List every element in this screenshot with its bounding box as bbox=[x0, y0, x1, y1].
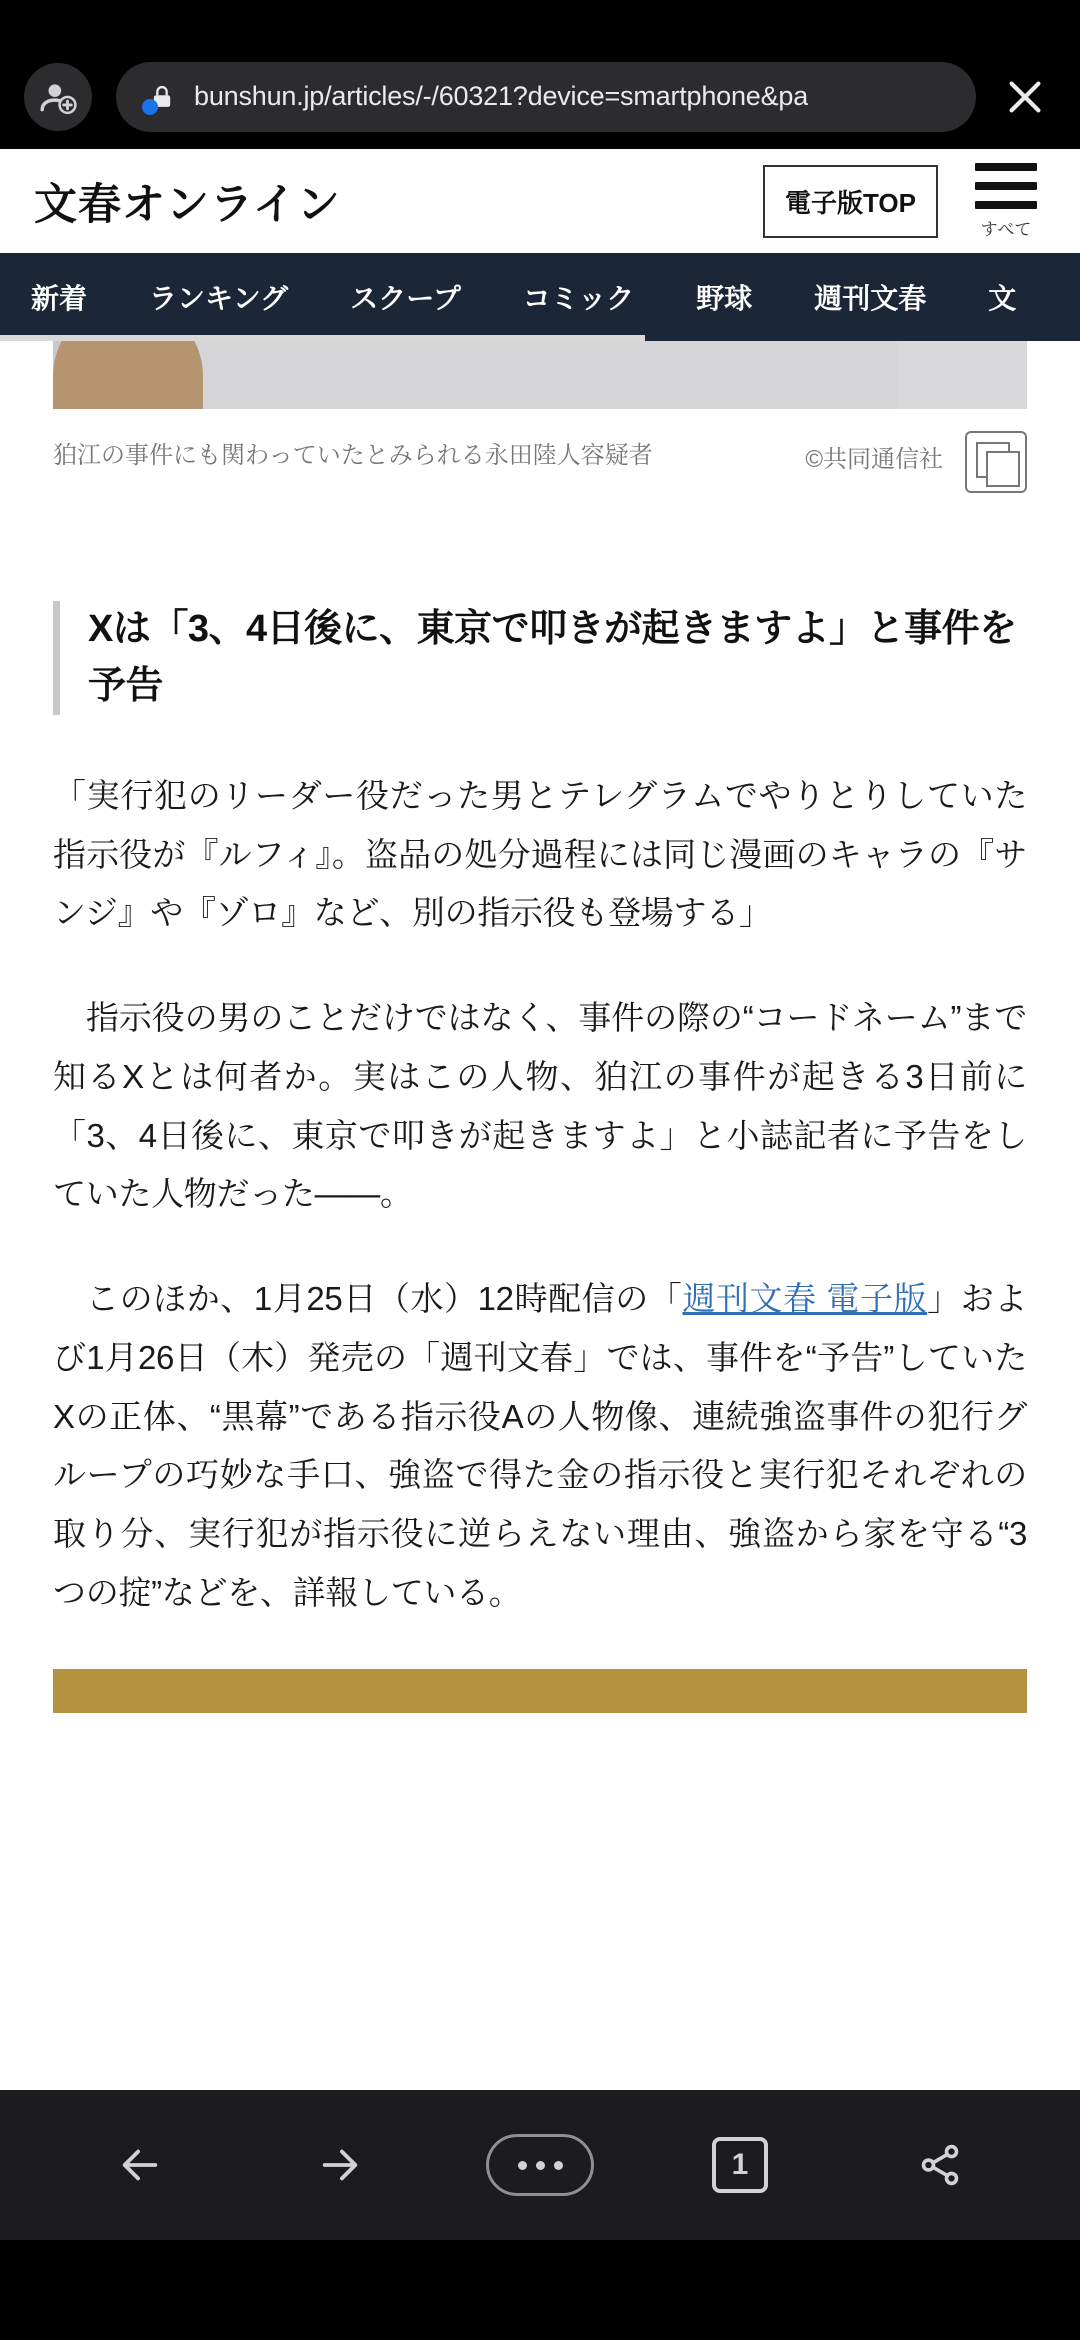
site-nav bbox=[0, 253, 1080, 341]
article-content bbox=[0, 341, 1080, 2090]
nav-item-scoop[interactable]: スクープ bbox=[350, 283, 461, 314]
photo-right-region bbox=[897, 341, 1027, 409]
paragraph-3-tail: 」および1月26日（木）発売の「週刊文春」では、事件を“予告”していたXの正体、“黒幕”である指示役Aの人物像、連続強盗事件の犯行グループの巧妙な手口、強盗で得た金の指示役と実行犯それぞれの取り分、実行犯が指示役に逆らえない理由、強盗から家を守る“3つの掟”などを、詳報している。 bbox=[53, 1280, 1027, 1611]
profile-add-icon[interactable] bbox=[24, 63, 92, 131]
gallery-icon[interactable] bbox=[965, 431, 1027, 493]
nav-item-comic[interactable]: コミック bbox=[522, 283, 635, 314]
nav-item-ranking[interactable]: ランキング bbox=[149, 283, 289, 314]
tab-count: 1 bbox=[712, 2137, 768, 2193]
page-viewport bbox=[0, 149, 1080, 2090]
photo-credit: ©共同通信社 bbox=[805, 446, 943, 473]
share-button[interactable] bbox=[885, 2125, 995, 2205]
ad-banner[interactable] bbox=[53, 1669, 1027, 1713]
paragraph-1: 「実行犯のリーダー役だった男とテレグラムでやりとりしていた指示役が『ルフィ』。盗品の処分過程には同じ漫画のキャラの『サンジ』や『ゾロ』など、別の指示役も登場する」 bbox=[53, 777, 1027, 932]
lock-icon bbox=[140, 75, 184, 119]
more-menu-icon bbox=[486, 2134, 594, 2196]
more-menu-button[interactable] bbox=[485, 2125, 595, 2205]
article-body bbox=[53, 715, 1027, 1623]
nav-item-baseball[interactable]: 野球 bbox=[696, 283, 753, 314]
close-icon[interactable] bbox=[994, 66, 1056, 128]
tab-switcher-button[interactable] bbox=[685, 2125, 795, 2205]
article-subheading bbox=[53, 601, 1027, 715]
system-navigation-bar bbox=[0, 2240, 1080, 2340]
address-bar[interactable] bbox=[116, 62, 976, 132]
paragraph-2: 指示役の男のことだけではなく、事件の際の“コードネーム”まで知るXとは何者か。実はこの人物、狛江の事件が起きる3日前に「3、4日後に、東京で叩きが起きますよ」と小誌記者に予告をしていた人物だった――。 bbox=[53, 999, 1027, 1213]
photo-caption-row bbox=[53, 409, 1027, 517]
denshi-top-button[interactable]: 電子版TOP bbox=[763, 165, 938, 238]
photo-left-region bbox=[53, 341, 203, 409]
paragraph-3 bbox=[53, 1270, 1027, 1622]
paragraph-3-lead: このほか、1月25日（水）12時配信の「 bbox=[86, 1280, 683, 1318]
nav-item-shinchaku[interactable]: 新着 bbox=[31, 283, 88, 314]
photo-caption: 狛江の事件にも関わっていたとみられる永田陸人容疑者 bbox=[53, 442, 653, 469]
menu-button[interactable] bbox=[966, 163, 1046, 240]
article-photo[interactable] bbox=[53, 341, 1027, 409]
subheading-text: Xは「3、4日後に、東京で叩きが起きますよ」と事件を予告 bbox=[88, 608, 1017, 707]
url-text: bunshun.jp/articles/-/60321?device=smartphone&pa bbox=[194, 81, 809, 111]
site-header bbox=[0, 149, 1080, 253]
weekly-bunshun-link[interactable]: 週刊文春 電子版 bbox=[682, 1280, 928, 1318]
security-badge-dot bbox=[142, 99, 158, 115]
back-button[interactable] bbox=[85, 2125, 195, 2205]
forward-button[interactable] bbox=[285, 2125, 395, 2205]
photo-center-region bbox=[193, 341, 907, 409]
nav-item-shukanbunshun[interactable]: 週刊文春 bbox=[814, 283, 927, 314]
status-bar bbox=[0, 0, 1080, 44]
site-logo[interactable]: 文春オンライン bbox=[34, 181, 341, 229]
header-actions bbox=[763, 163, 1046, 240]
nav-item-bun[interactable]: 文 bbox=[988, 283, 1017, 314]
hamburger-icon bbox=[975, 163, 1037, 209]
menu-label: すべて bbox=[980, 219, 1032, 239]
browser-top-bar bbox=[0, 44, 1080, 149]
browser-bottom-bar bbox=[0, 2090, 1080, 2240]
